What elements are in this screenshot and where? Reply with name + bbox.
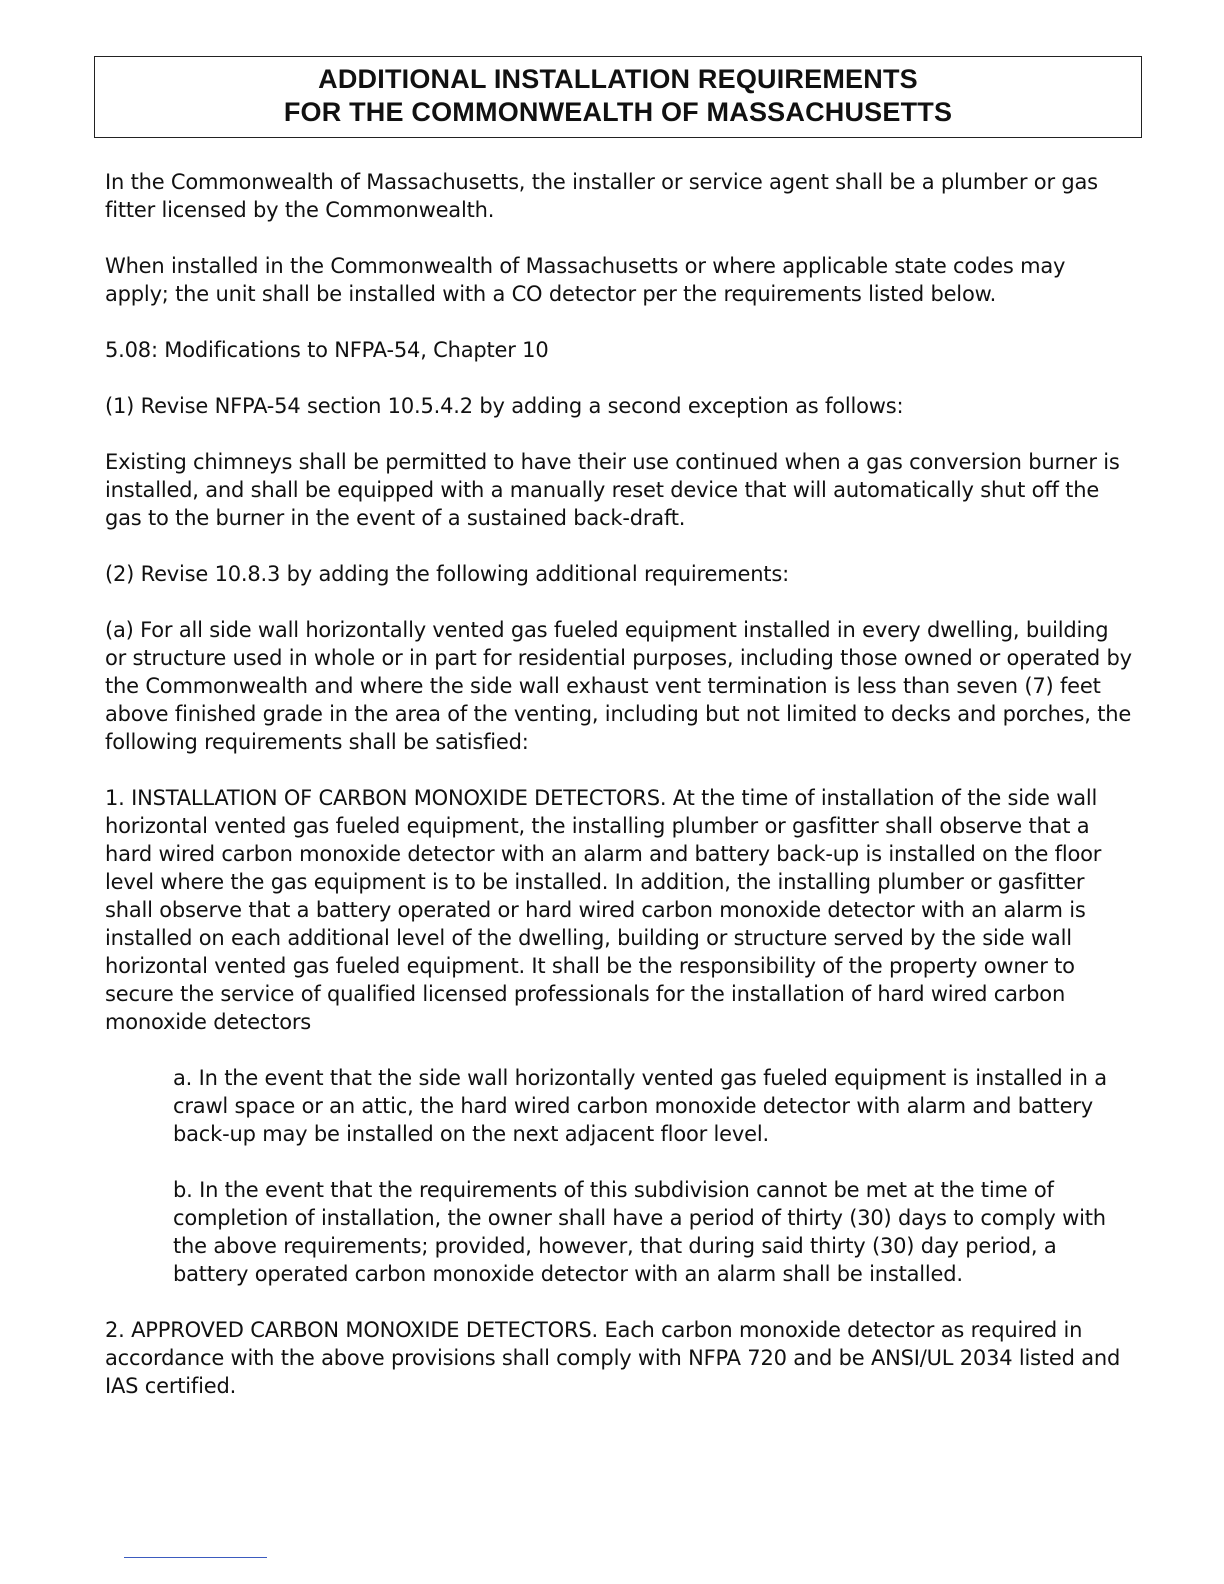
footer-rule: [124, 1557, 267, 1558]
paragraph-installation-of-detectors: 1. INSTALLATION OF CARBON MONOXIDE DETECTORS. At the time of installation of the side wall horizontal vented gas fueled equipment, the installing plumber or gasfitter shall observe that a hard wired carbon monoxide detector with an alarm and battery back-up is installed on the floor level where the gas equipment is to be installed. In addition, the installing plumber or gasfitter shall observe that a battery operated or hard wired carbon monoxide detector with an alarm is installed on each additional level of the dwelling, building or structure served by the side wall horizontal vented gas fueled equipment. It shall be the responsibility of the property owner to secure the service of qualified licensed professionals for the installation of hard wired carbon monoxide detectors: [105, 786, 1102, 1034]
paragraph-side-wall-venting: (a) For all side wall horizontally vented gas fueled equipment installed in every dwelling, building or structure used in whole or in part for residential purposes, including those owned or operated by the Commonwealth and where the side wall exhaust vent termination is less than seven (7) feet above finished grade in the area of the venting, including but not limited to decks and porches, the following requirements shall be satisfied:: [105, 618, 1132, 754]
document-body: [105, 168, 1135, 1428]
paragraph-revision-2: (2) Revise 10.8.3 by adding the following additional requirements:: [105, 562, 789, 586]
paragraph-existing-chimneys: Existing chimneys shall be permitted to have their use continued when a gas conversion burner is installed, and shall be equipped with a manually reset device that will automatically shut off the gas to the burner in the event of a sustained back-draft.: [105, 450, 1120, 530]
page-title-line-2: FOR THE COMMONWEALTH OF MASSACHUSETTS: [283, 97, 953, 127]
paragraph-approved-detectors: 2. APPROVED CARBON MONOXIDE DETECTORS. Each carbon monoxide detector as required in accordance with the above provisions shall comply with NFPA 720 and be ANSI/UL 2034 listed and IAS certified.: [105, 1318, 1121, 1398]
title-box: [94, 56, 1142, 138]
paragraph-co-detector-requirement: When installed in the Commonwealth of Massachusetts or where applicable state codes may apply; the unit shall be installed with a CO detector per the requirements listed below.: [105, 254, 1066, 306]
subparagraph-b-thirty-days: b. In the event that the requirements of this subdivision cannot be met at the time of completion of installation, the owner shall have a period of thirty (30) days to comply with the above requirements; provided, however, that during said thirty (30) day period, a battery operated carbon monoxide detector with an alarm shall be installed.: [173, 1178, 1106, 1286]
paragraph-nfpa-modifications: 5.08: Modifications to NFPA-54, Chapter 10: [105, 338, 549, 362]
subparagraph-a-crawl-space: a. In the event that the side wall horizontally vented gas fueled equipment is installed in a crawl space or an attic, the hard wired carbon monoxide detector with alarm and battery back-up may be installed on the next adjacent floor level.: [173, 1066, 1107, 1146]
paragraph-revision-1: (1) Revise NFPA-54 section 10.5.4.2 by adding a second exception as follows:: [105, 394, 904, 418]
paragraph-installer-license: In the Commonwealth of Massachusetts, the installer or service agent shall be a plumber or gas fitter licensed by the Commonwealth.: [105, 170, 1098, 222]
page-title-line-1: ADDITIONAL INSTALLATION REQUIREMENTS: [318, 64, 918, 94]
